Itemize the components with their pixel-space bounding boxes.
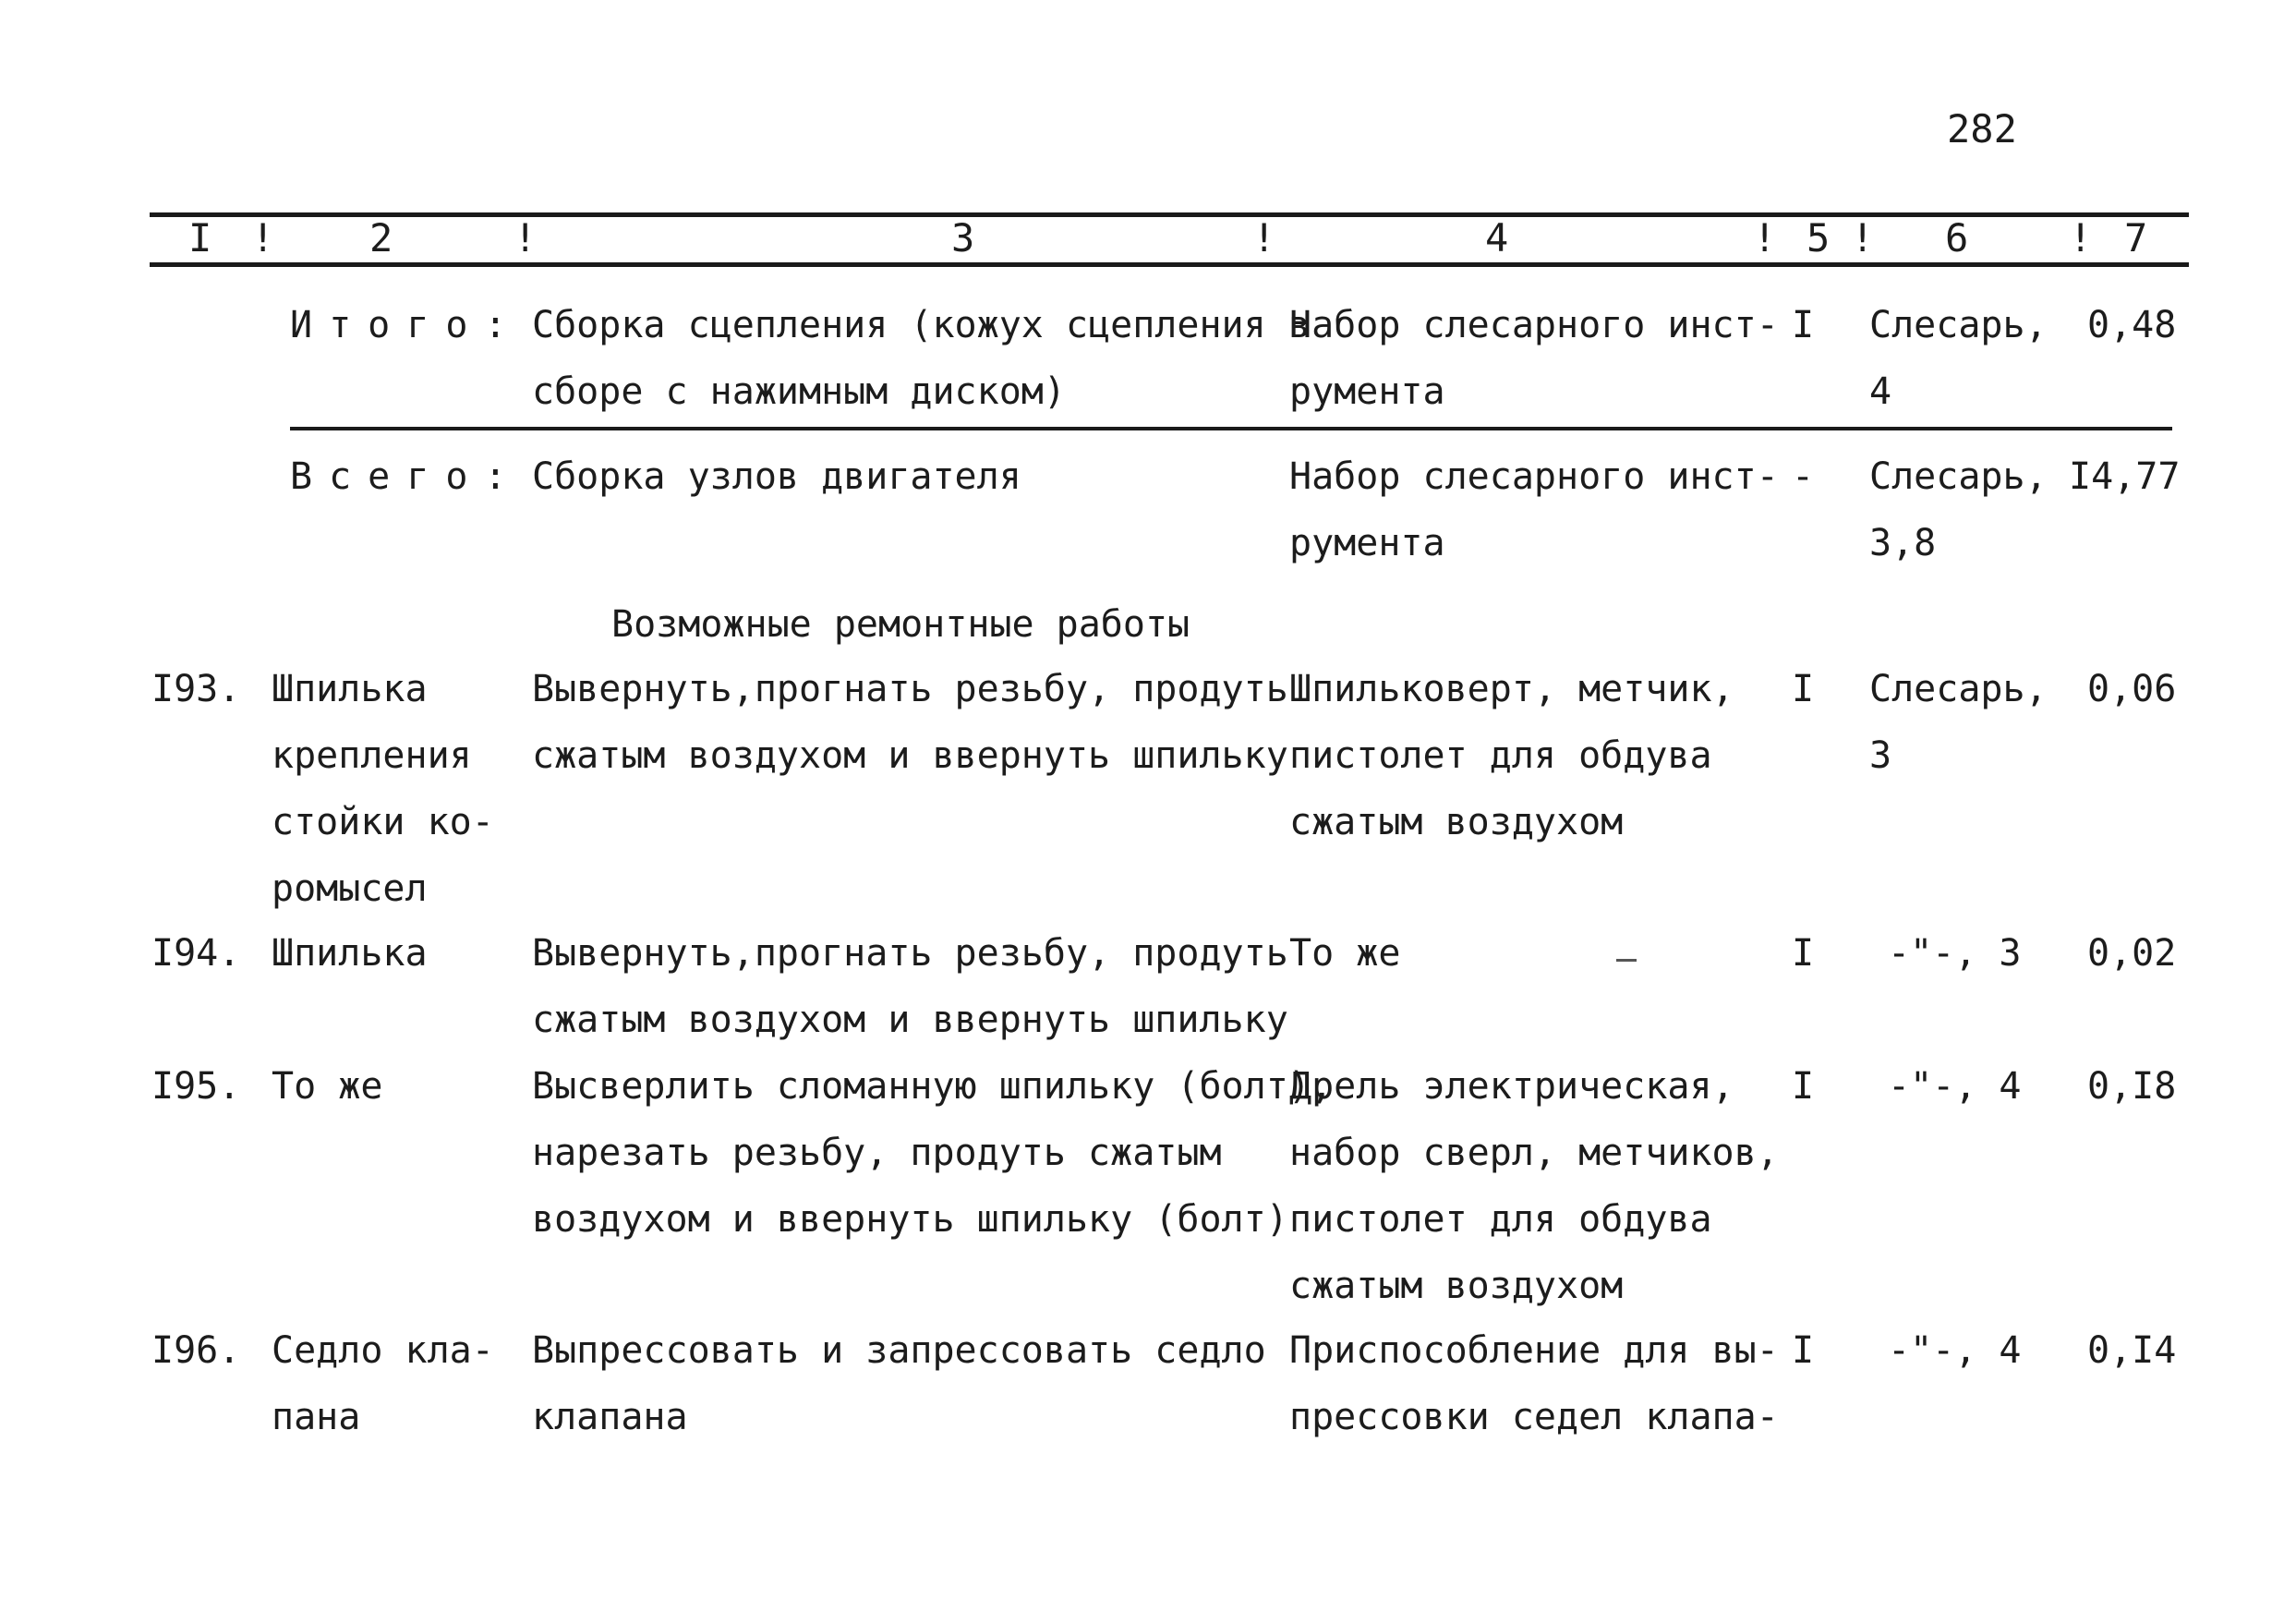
section-title: Возможные ремонтные работы xyxy=(611,603,1190,646)
col-separator: ! xyxy=(1851,215,1875,261)
row-worker: -"-, 3 xyxy=(1888,932,2022,975)
itogo-underline xyxy=(290,427,2172,430)
vsego-operation: Сборка узлов двигателя xyxy=(532,455,1021,498)
row-operation: Вывернуть,прогнать резьбу, продуть сжатым воздухом и ввернуть шпильку xyxy=(532,668,1288,777)
col-header-3: 3 xyxy=(951,215,975,261)
row-part: Шпилька xyxy=(272,932,428,975)
row-operation: Высверлить сломанную шпильку (болт), нарезать резьбу, продуть сжатым воздухом и ввернуть шпильку (болт) xyxy=(532,1065,1333,1241)
row-time: 0,02 xyxy=(2087,932,2177,975)
row-number: I95. xyxy=(151,1065,241,1108)
col-separator: ! xyxy=(1753,215,1777,261)
row-qty: I xyxy=(1792,1065,1815,1108)
col-separator: ! xyxy=(251,215,275,261)
col-header-1: I xyxy=(188,215,212,261)
itogo-label: Итого: xyxy=(290,304,524,346)
vsego-worker: Слесарь, 3,8 xyxy=(1869,455,2048,564)
row-operation: Выпрессовать и запрессовать седло клапана xyxy=(532,1329,1266,1438)
row-qty: I xyxy=(1792,1329,1815,1372)
row-worker: Слесарь, 3 xyxy=(1869,668,2048,777)
col-separator: ! xyxy=(1252,215,1276,261)
row-time: 0,I4 xyxy=(2087,1329,2177,1372)
itogo-qty: I xyxy=(1792,304,1815,346)
itogo-worker: Слесарь, 4 xyxy=(1869,304,2048,413)
vsego-tool: Набор слесарного инст- румента xyxy=(1289,455,1779,564)
vsego-time: I4,77 xyxy=(2069,455,2181,498)
row-qty: I xyxy=(1792,668,1815,710)
vsego-qty: - xyxy=(1792,455,1815,498)
row-number: I94. xyxy=(151,932,241,975)
row-worker: -"-, 4 xyxy=(1888,1065,2022,1108)
row-tool: То же xyxy=(1289,932,1401,975)
header-top-rule xyxy=(150,212,2189,217)
col-header-5: 5 xyxy=(1807,215,1831,261)
itogo-operation: Сборка сцепления (кожух сцепления в сборе с нажимным диском) xyxy=(532,304,1311,413)
row-part: Седло кла- пана xyxy=(272,1329,494,1438)
col-header-6: 6 xyxy=(1945,215,1969,261)
row-part: То же xyxy=(272,1065,383,1108)
stray-dash-mark xyxy=(1616,959,1637,962)
row-time: 0,I8 xyxy=(2087,1065,2177,1108)
vsego-label: Всего: xyxy=(290,455,524,498)
header-bottom-rule xyxy=(150,262,2189,267)
itogo-tool: Набор слесарного инст- румента xyxy=(1289,304,1779,413)
row-tool: Дрель электрическая, набор сверл, метчиков, пистолет для обдува сжатым воздухом xyxy=(1289,1065,1779,1307)
row-qty: I xyxy=(1792,932,1815,975)
row-time: 0,06 xyxy=(2087,668,2177,710)
col-separator: ! xyxy=(514,215,538,261)
row-tool: Приспособление для вы- прессовки седел клапа- xyxy=(1289,1329,1779,1438)
row-number: I96. xyxy=(151,1329,241,1372)
row-number: I93. xyxy=(151,668,241,710)
row-part: Шпилька крепления стойки ко- ромысел xyxy=(272,668,494,910)
itogo-time: 0,48 xyxy=(2087,304,2177,346)
page-number: 282 xyxy=(1947,106,2017,151)
row-operation: Вывернуть,прогнать резьбу, продуть сжатым воздухом и ввернуть шпильку xyxy=(532,932,1288,1041)
row-worker: -"-, 4 xyxy=(1888,1329,2022,1372)
col-header-2: 2 xyxy=(369,215,393,261)
col-header-4: 4 xyxy=(1485,215,1509,261)
col-separator: ! xyxy=(2069,215,2093,261)
row-tool: Шпильковерт, метчик, пистолет для обдува сжатым воздухом xyxy=(1289,668,1734,843)
col-header-7: 7 xyxy=(2124,215,2148,261)
